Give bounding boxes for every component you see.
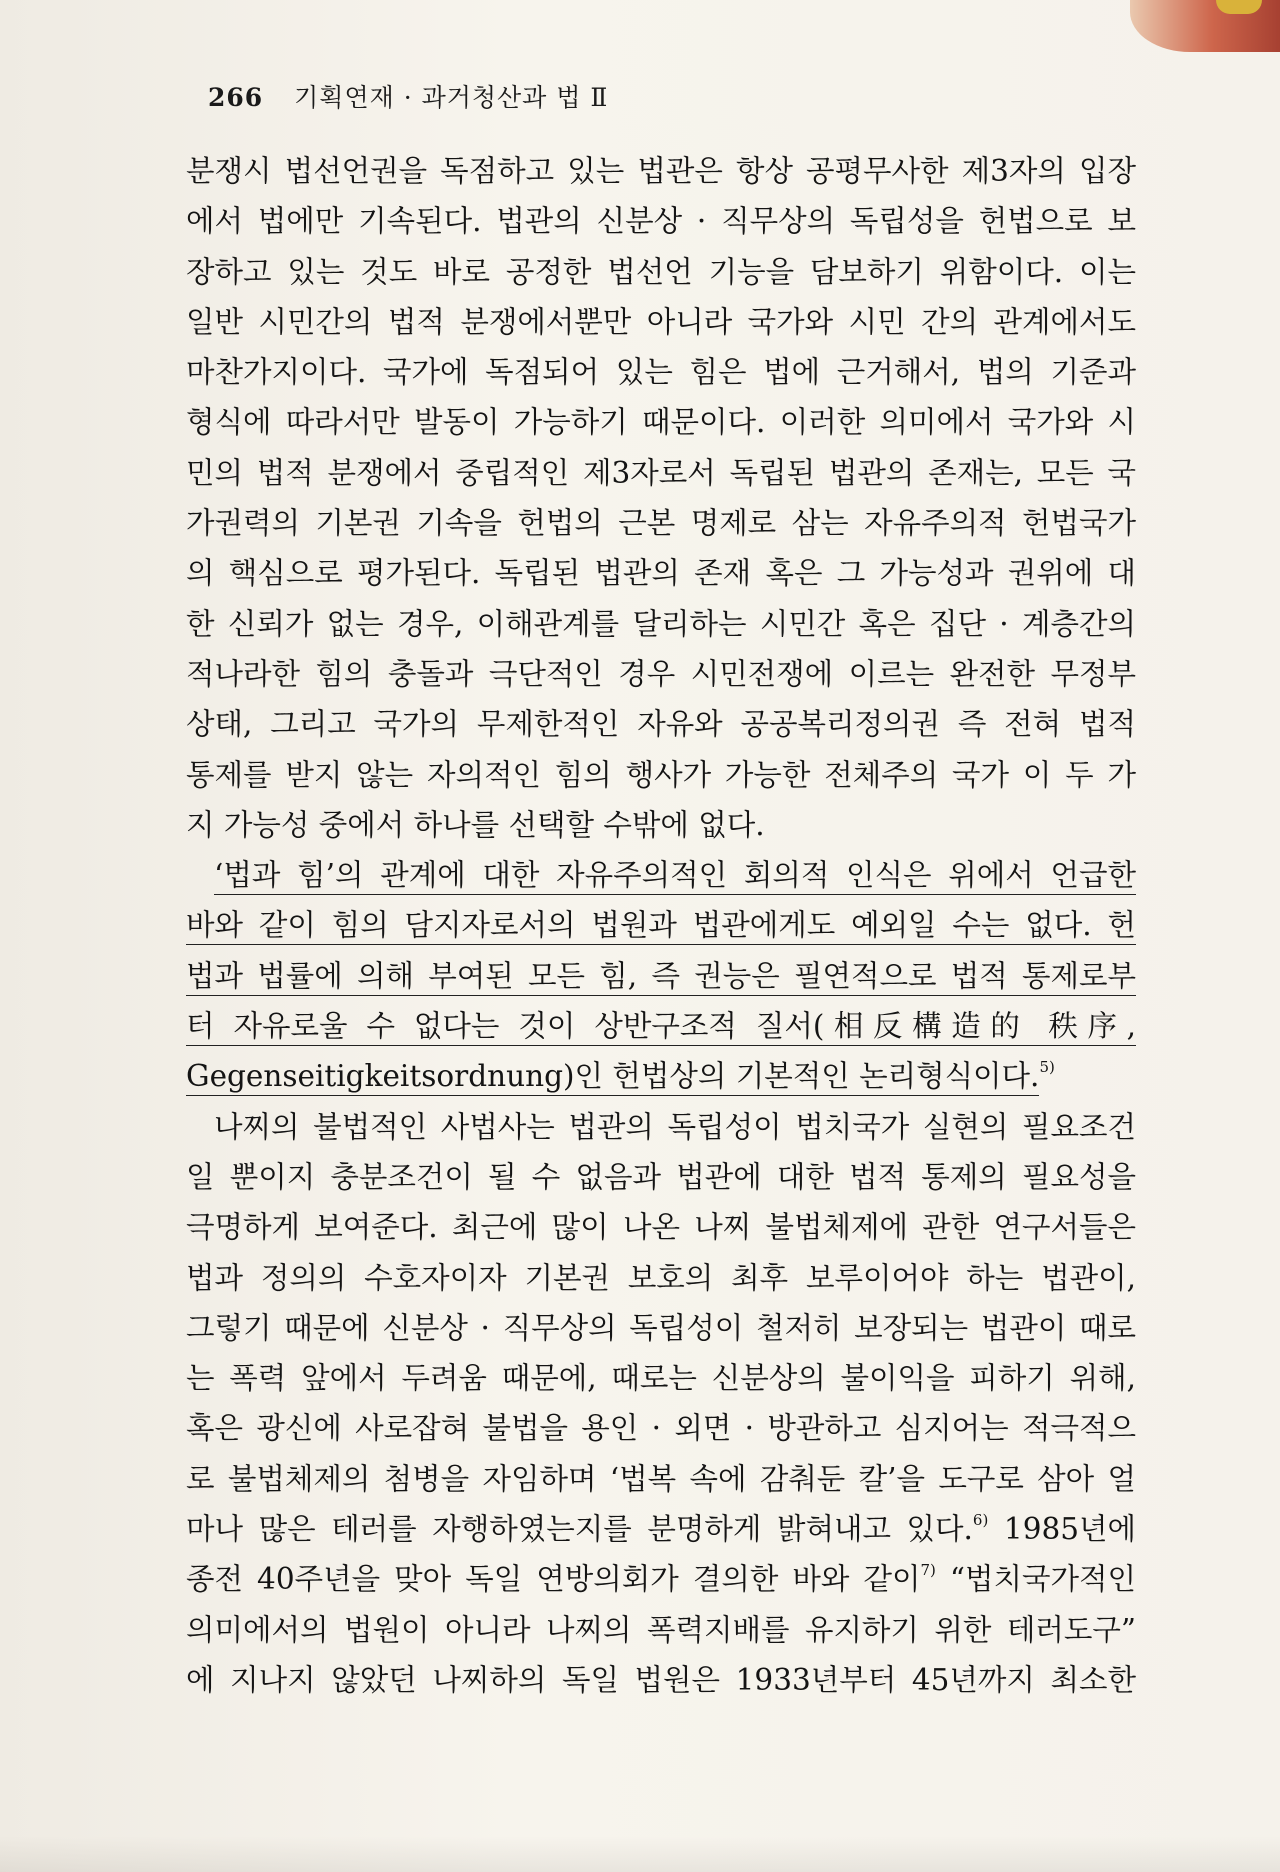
text-line: 의 핵심으로 평가된다. 독립된 법관의 존재 혹은 그 가능성과 권위에 대 <box>186 556 1136 591</box>
text-line: 마찬가지이다. 국가에 독점되어 있는 힘은 법에 근거해서, 법의 기준과 <box>186 355 1136 390</box>
running-title: 기획연재 · 과거청산과 법 Ⅱ <box>294 83 609 112</box>
underlined-line: Gegenseitigkeitsordnung)인 헌법상의 기본적인 논리형식이다.$^{5)}$ <box>186 1051 1136 1101</box>
footnote-ref: 6) <box>972 1511 989 1530</box>
text-line: 한 신뢰가 없는 경우, 이해관계를 달리하는 시민간 혹은 집단 · 계층간의 <box>186 606 1136 641</box>
text-line: 민의 법적 분쟁에서 중립적인 제3자로서 독립된 법관의 존재는, 모든 국 <box>186 455 1136 490</box>
footnote-ref: 5) <box>1039 1058 1055 1077</box>
text-line: 상태, 그리고 국가의 무제한적인 자유와 공공복리정의권 즉 전혀 법적 <box>186 707 1136 742</box>
page-bottom-shadow <box>0 1836 1280 1872</box>
page-corner-ornament <box>1216 0 1262 14</box>
text-line: 법과 정의의 수호자이자 기본권 보호의 최후 보루이어야 하는 법관이, <box>186 1260 1136 1295</box>
text-line: 가권력의 기본권 기속을 헌법의 근본 명제로 삼는 자유주의적 헌법국가 <box>186 506 1136 541</box>
underlined-line: 법과 법률에 의해 부여된 모든 힘, 즉 권능은 필연적으로 법적 통제로부 <box>186 951 1136 1001</box>
text-line: 혹은 광신에 사로잡혀 불법을 용인 · 외면 · 방관하고 심지어는 적극적으 <box>186 1411 1136 1446</box>
text-line: 형식에 따라서만 발동이 가능하기 때문이다. 이러한 의미에서 국가와 시 <box>186 405 1136 440</box>
text-line: 에서 법에만 기속된다. 법관의 신분상 · 직무상의 독립성을 헌법으로 보 <box>186 204 1136 239</box>
underlined-line: ‘법과 힘’의 관계에 대한 자유주의적인 회의적 인식은 위에서 언급한 <box>186 850 1136 900</box>
text-line: 나찌의 불법적인 사법사는 법관의 독립성이 법치국가 실현의 필요조건 <box>214 1109 1136 1144</box>
text-line: 적나라한 힘의 충돌과 극단적인 경우 시민전쟁에 이르는 완전한 무정부 <box>186 656 1136 691</box>
underlined-line: 바와 같이 힘의 담지자로서의 법원과 법관에게도 예외일 수는 없다. 헌 <box>186 900 1136 950</box>
text-line: 분쟁시 법선언권을 독점하고 있는 법관은 항상 공평무사한 제3자의 입장 <box>186 154 1136 188</box>
text-line: 극명하게 보여준다. 최근에 많이 나온 나찌 불법체제에 관한 연구서들은 <box>186 1210 1136 1245</box>
page-number: 266 <box>208 83 264 112</box>
text-line: 로 불법체제의 첨병을 자임하며 ‘법복 속에 감춰둔 칼’을 도구로 삼아 얼 <box>186 1461 1136 1496</box>
text-line: 지 가능성 중에서 하나를 선택할 수밖에 없다. <box>186 807 765 842</box>
text-line: 종전 40주년을 맞아 독일 연방의회가 결의한 바와 같이$^{7)}$ “법치국가적인 <box>186 1561 1136 1597</box>
text-line: 의미에서의 법원이 아니라 나찌의 폭력지배를 유지하기 위한 테러도구” <box>186 1612 1136 1647</box>
running-header <box>208 78 608 114</box>
text-line: 마나 많은 테러를 자행하였는지를 분명하게 밝혀내고 있다.$^{6)}$ 1985년에 <box>186 1511 1136 1547</box>
text-line: 일 뿐이지 충분조건이 될 수 없음과 법관에 대한 법적 통제의 필요성을 <box>186 1159 1136 1194</box>
text-line: 에 지나지 않았던 나찌하의 독일 법원은 1933년부터 45년까지 최소한 <box>186 1662 1136 1697</box>
text-line: 일반 시민간의 법적 분쟁에서뿐만 아니라 국가와 시민 간의 관계에서도 <box>186 304 1136 339</box>
text-line: 는 폭력 앞에서 두려움 때문에, 때로는 신분상의 불이익을 피하기 위해, <box>186 1361 1136 1396</box>
footnote-ref: 7) <box>920 1561 936 1580</box>
text-line: 장하고 있는 것도 바로 공정한 법선언 기능을 담보하기 위함이다. 이는 <box>186 254 1136 289</box>
text-line: 통제를 받지 않는 자의적인 힘의 행사가 가능한 전체주의 국가 이 두 가 <box>186 757 1136 792</box>
text-line: 그렇기 때문에 신분상 · 직무상의 독립성이 철저히 보장되는 법관이 때로 <box>186 1310 1136 1345</box>
body-text <box>186 146 1136 1705</box>
underlined-line: 터 자유로울 수 없다는 것이 상반구조적 질서(相反構造的 秩序, <box>186 1001 1136 1051</box>
